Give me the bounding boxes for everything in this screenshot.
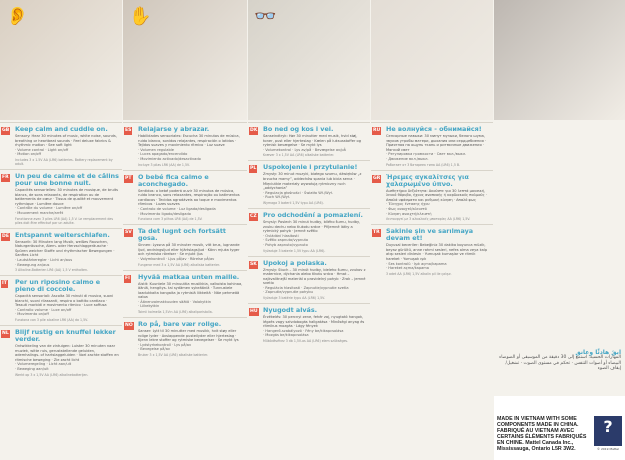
arabic-text: المهارات الحسية: استمع إلى 30 دقيقة من الموسيقى أو الضوضاء البيضاء أو أصوات التنفس · تحكم في مستوى الصوت · تشغيل/إيقاف الضوء: [499, 355, 621, 372]
photo-projection: [494, 0, 625, 120]
column-1: [0, 122, 122, 460]
language-badge: PT: [125, 175, 132, 181]
lang-section-cz: [248, 208, 370, 256]
section-text: Sinnen: Lyssna på 30 minuter musik, vitt brus, lugnande ljud, andningsljud eller hjärtslagsljud · Känn mjuka tyger och rytmiska rörelser · Se mjukt ljus: [138, 243, 240, 257]
copyright: © 2019 Mattel: [596, 447, 619, 451]
feature-bullet: · Movimento on/off: [15, 312, 49, 317]
battery-note: Vyžaduje 3 baterie 1,5V typu AA (LR6).: [263, 248, 326, 253]
battery-note: Funciona com 3 pilhas LR6 (AA) de 1,5V.: [138, 217, 203, 222]
lang-section-ru: [371, 122, 493, 170]
lang-section-es: [123, 122, 247, 170]
battery-note: Működéséhez 3 db 1,5V-os AA (LR6) elem szükséges.: [263, 339, 349, 344]
feature-bullet: · Mouvement marche/arrêt: [15, 210, 64, 215]
photo-baby-touch: [123, 0, 247, 120]
lang-section-fr: [0, 169, 122, 228]
feature-bullet: · Liikekytkin: [138, 304, 160, 309]
feature-bullet: · Lautstärkeregler · Licht an/aus: [15, 257, 73, 262]
section-title: Nyugodt alvás.: [263, 306, 318, 315]
feature-bullet: · Κίνηση ανοιχτή/κλειστή: [386, 211, 432, 216]
language-badge: GR: [373, 175, 381, 181]
language-badge: NL: [2, 331, 9, 337]
feature-bullet: · Zapnutie/vypnutie pohybu: [263, 290, 313, 295]
section-title: Sakinle şin ve sarılmaya devam et!: [386, 227, 474, 243]
battery-note: Werkt op 3 x 1,5V AA (LR6) alkalinebatterijen.: [15, 372, 89, 377]
arabic-title: ابقَ هادئًا وعانق: [575, 349, 621, 356]
section-text: Capacità sensoriali: Ascolta 30 minuti di musica, suoni bianchi, suoni rilassanti, respiro o battito cardiaco · Tessuti morbidi e movimento ritmico · Luce soffusa: [15, 294, 114, 308]
column-5: [494, 122, 625, 348]
battery-note: Wymaga 3 baterii 1,5V typu AA (LR6).: [263, 200, 324, 205]
feature-bullet: · Движение вкл./выкл.: [386, 156, 429, 161]
section-title: Pro odchodění a pomazlení.: [263, 210, 363, 219]
battery-note: Kræver 3 x 1,5V AA (LR6) alkaliske batterier.: [263, 153, 335, 158]
feature-bullet: · Mozgás be/kikapcsolása: [263, 333, 309, 338]
section-title: Keep calm and cuddle on.: [15, 125, 108, 133]
lang-section-fi: [123, 270, 247, 318]
lang-section-pt: [123, 170, 247, 225]
feature-bullet: · Ses kontrolü · Işık açma/kapama: [386, 261, 447, 266]
column-3: [248, 122, 370, 460]
battery-note: Toimii kolmella 1,5V:n AA (LR6) alkaliparistolla.: [138, 310, 213, 315]
column-2: [123, 122, 247, 460]
language-badge: RU: [373, 128, 381, 133]
lang-section-de: [0, 228, 122, 276]
feature-bullet: · Volumeregeling · Licht aan/uit: [15, 362, 72, 367]
feature-bullet: · Movimento ligado/desligado: [138, 211, 191, 216]
language-badge: HU: [250, 309, 258, 315]
section-text: Сенсорные навыки: 30 минут музыки, белого шума, звуков утробы матери, дыхания или сердцебиения · Приятная на ощупь ткань и ритмичные движения · Мягкий свет: [386, 134, 487, 152]
feature-bullet: · Ruch Wł./Wył.: [263, 195, 291, 200]
feature-bullet: · Pohyb zapnuto/vypnuto: [263, 242, 308, 247]
battery-note: 3 Alkaline-Batterien LR6 (AA) 1,5 V enthalten.: [15, 268, 89, 273]
section-text: Sentidos: o bebé poderá ouvir 30 minutos de música, ruído branco, sons relaxantes, respiração ou batimentos cardíacos · Tecidos agradáveis ao toque e movimentos rítmicos · Luzes suaves: [138, 188, 240, 207]
language-badge: GB: [2, 128, 10, 133]
lang-section-it: [0, 275, 122, 325]
lang-section-sv: [123, 224, 247, 269]
lang-section-pl: [248, 160, 370, 208]
photo-strip: [0, 0, 625, 120]
lang-section-no: [123, 317, 247, 360]
battery-note: Includes 3 x 1.5V AA (LR6) batteries. Battery replacement by adult.: [15, 157, 113, 166]
feature-bullet: · Regulácia hlasitosti · Zapnutie/vypnutie svetla: [263, 285, 349, 290]
glasses-icon: 👓: [254, 6, 277, 27]
battery-note: Работает от 3 батареек типа АА (LR6) 1,5 В.: [386, 162, 461, 167]
ear-icon: 👂: [6, 6, 29, 27]
feature-bullet: · Volumekontrol · Lys av/på · Bevægelse av/på: [263, 147, 346, 152]
section-title: Bo ned og kos i vei.: [263, 125, 334, 133]
hand-icon: ✋: [129, 6, 152, 27]
lang-section-tr: [371, 224, 493, 279]
section-title: Per un riposino calmo e pieno di coccole.: [15, 278, 101, 294]
made-in-text: MADE IN VIETNAM WITH SOME COMPONENTS MADE IN CHINA. FABRIQUÉ AU VIETNAM AVEC CERTAINS ÉLÉMENTS FABRIQUÉS EN CHINE. Mattel Canada Inc., Mississauga, Ontario L5R 3W2.: [497, 416, 587, 453]
feature-bullet: · Έλεγχος έντασης ήχου: [386, 202, 430, 207]
section-title: Ta det lugnt och fortsätt gosa.: [138, 227, 226, 243]
section-title: Uspokojenie i przytulanie!: [263, 163, 358, 172]
section-text: Ontwikkeling van de zintuigen: Luister 30 minuten naar muziek, witte ruis, geruststellende geluiden, ademhalings- of hartslaggeluiden · Voel zachte stoffen en ritmische beweging · Zie zacht licht: [15, 344, 119, 362]
section-text: Duyusal beceriler: Bebeğiniz 30 dakika boyunca müzik, beyaz gürültü, anne rahmi sesleri, nefes alma veya kalp atışı sesleri dinlesin · Yumuşak kumaşlar ve ritmik hareket · Yumuşak ışık: [386, 243, 488, 261]
battery-note: Fungerar med 3 x 1,5V AA (LR6) alkaliska batterier.: [138, 262, 220, 267]
language-badge: IT: [2, 281, 7, 287]
section-title: Не волнуйся - обнимайся!: [386, 125, 482, 133]
lang-section-nl: [0, 325, 122, 380]
feature-bullet: · Contrôle du volume · Lumière on/off: [15, 206, 83, 211]
feature-bullet: · Motion on/off: [15, 152, 41, 157]
section-title: O bebé fica calmo e aconchegado.: [138, 172, 209, 188]
feature-bullet: · Hangerő-szabályozó · Fény be/kikapcsolása: [263, 328, 344, 333]
photo-baby-watching: [248, 0, 370, 120]
battery-note: 3 adet AA (LR6) 1,5V alkalin pil ile çalışır.: [386, 271, 452, 276]
feature-bullet: · Světlo zapnuto/vypnuto: [263, 238, 309, 243]
language-badge: CZ: [250, 213, 257, 219]
feature-bullet: · Bewegung an/aus: [15, 262, 50, 267]
section-text: Αισθητήρια δεξιότητα: Ακούστε για 30 λεπτά μουσική, λευκό θόρυβο, ήχους αναπνοής ή καρδιακούς παλμούς · Απαλά υφάσματα και ρυθμική κίνηση · Απαλό φως: [386, 188, 487, 202]
lang-section-gr: [371, 170, 493, 225]
battery-note: Λειτουργεί με 3 αλκαλικές μπαταρίες ΑΑ (LR6) 1,5V.: [386, 217, 471, 222]
lang-section-gb: [0, 122, 122, 169]
section-title: Upokoj a polaska.: [263, 258, 327, 267]
feature-bullet: · Luces apagado/encendido: [138, 152, 188, 157]
feature-bullet: · Controlo de volume · Luz ligada/desligada: [138, 206, 216, 211]
language-badge: SK: [250, 261, 257, 267]
language-badge: NO: [125, 323, 133, 329]
section-title: Ro på, bare vær rolige.: [138, 320, 222, 329]
feature-bullet: · Φως ανοιχτό/κλειστό: [386, 206, 427, 211]
battery-note: Fonctionne avec 3 piles LR6 (AA) 1,5 V. Le remplacement des piles doit être effectué par un adulte.: [15, 216, 114, 225]
section-title: Relajarse y abrazar.: [138, 125, 210, 133]
language-badge: FI: [125, 275, 130, 281]
language-badge: FR: [2, 174, 9, 180]
feature-bullet: · Ovládání hlasitosti: [263, 233, 299, 238]
photo-baby-listening: [0, 0, 122, 120]
section-title: Entspannt weiterschlafen.: [15, 230, 110, 239]
section-title: Ήρεμες αγκαλίτσες για χαλαρωμένο ύπνο.: [386, 172, 469, 188]
feature-bullet: · Beweging aan/uit: [15, 367, 49, 372]
section-text: Sanser: Lytt til 30 minutter med musikk, hvit støy eller rolige lyder · Avslappende pusteilyder eller hjerteslag · Kjenn lekre stoffer og rytmiske bevegelser · Se mykt lys: [138, 329, 239, 343]
photo-baby-lamb: [371, 0, 493, 120]
language-badge: ES: [125, 128, 132, 133]
language-badge: PL: [250, 166, 257, 172]
section-text: Zmysly: Stuch – 30 minút hudby, bieleho šumu, zvukov z maternice, dýchania alebo tlkotu srdca · Hmat – najkvalitnejší materiál a pravidelný pohyb · Zrak – jemné svetlo: [263, 267, 366, 286]
section-text: Sensory: Hear 30 minutes of music, white noise, sounds, breathing or heartbeat sounds · Feel deluxe fabrics & rhythmic motion · See soft light: [15, 134, 117, 148]
feature-bullet: · Movimiento activado/desactivado: [138, 156, 201, 161]
section-text: Érzékelés: 30 percnyi zene, fehér zaj, nyugtató hangok, légzés vagy szívdobogás hallgatása · Minőségi anyag és ritmikus mozgás · Lágy fények: [263, 315, 365, 329]
battery-note: Funziona con 3 pile alcaline LR6 (AA) da 1,5V.: [15, 318, 88, 323]
section-text: Habilidades sensoriales: Escucha 30 minutos de música, ruido blanco, sonidos relajantes, respiración o latidos · Tejidos suaves y movimiento rítmico · Luz suave: [138, 134, 240, 148]
section-text: Sensorik: 30 Minuten lang Musik, weißes Rauschen, Naturgeräusche, Atem- oder Herzschlaggeräusche · Spüren weicher Stoffe und rhythmischer Bewegungen · Sanftes Licht: [15, 239, 115, 258]
question-icon: ?: [594, 416, 622, 446]
feature-bullet: · Regulacja głośności · Światło Wł./Wył.: [263, 190, 333, 195]
lang-section-hu: [248, 303, 370, 346]
feature-bullet: · Volumen regulable: [138, 147, 174, 152]
lang-section-sk: [248, 256, 370, 304]
arabic-section: [494, 350, 625, 372]
section-text: Sanseindtryk: Hør 30 minutter med musik, hvid støj, toner, pust eller hjerteslag · Kælen på luksusstoffer og rytmisk bevægelse · Se mykt lys: [263, 134, 362, 148]
section-title: Un peu de calme et de câlins pour une bonne nuit.: [15, 171, 119, 187]
lang-section-dk: [248, 122, 370, 160]
battery-note: Bruker 3 x 1,5V AA (LR6) alkaliske batterier.: [138, 353, 209, 358]
feature-bullet: · Controllo volume · Luce on/off: [15, 307, 72, 312]
feature-bullet: · Hareket açma/kapama: [386, 266, 430, 271]
footer: [494, 396, 625, 460]
feature-bullet: · Регулировка громкости · Свет вкл./выкл.: [386, 152, 467, 157]
section-text: Zmysły: 30 minut muzyki, białego szumu, dźwięków „z brzucha mamy”, oddechów spania lub bicia serca · Mięciutkie materiały wywołują rytmiczny ruch „oddychania”: [263, 172, 362, 191]
language-badge: SV: [125, 230, 132, 236]
feature-bullet: · Äänenvoimakkuuden säätö · Valokytkin: [138, 299, 211, 304]
section-title: Hyvää matkaa unten maille.: [138, 272, 240, 281]
feature-bullet: · Volymkontroll · Ljus på/av · Rörelse på/av: [138, 256, 215, 261]
section-text: Capacités sensorielles: 30 minutes de musique, de bruits blancs, de sons relaxants, de respiration ou de battements de cœur · Tissus de qualité et mouvement rythmique · Lumière douce: [15, 187, 119, 206]
section-title: Blijf rustig en knuffel lekker verder.: [15, 328, 116, 344]
language-badge: DE: [2, 233, 9, 239]
language-badge: TR: [373, 230, 380, 236]
column-4: [371, 122, 493, 460]
battery-note: Incluye 3 pilas LR6 (AA) de 1,5V.: [138, 162, 190, 167]
feature-bullet: · Volume control · Light on/off: [15, 147, 69, 152]
language-badge: DK: [250, 128, 258, 133]
section-text: Aistit: Kuuntele 30 minuuttia musiikkia, valkoista kohinaa, ääniä, hengitys- tai sydämen sykeääniä · Tunnustele laadukkaita kangaita ja rytmisiä liikkeitä · Näe pehmeää valoa: [138, 281, 243, 300]
section-text: Smysly: Poslech 30 minut hudby, bílého šumu, hudby, zvuku dechu nebo tlukotu srdce · Příjemné látky a rytmický pohyb · Jemné světlo: [263, 219, 361, 234]
feature-bullet: · Lydstyrkekontroll · Lys på/av: [138, 342, 192, 347]
battery-note: Vyžaduje 3 batérie typu AA (LR6) 1,5V.: [263, 296, 325, 301]
feature-bullet: · Bevegelse på/av: [138, 347, 171, 352]
